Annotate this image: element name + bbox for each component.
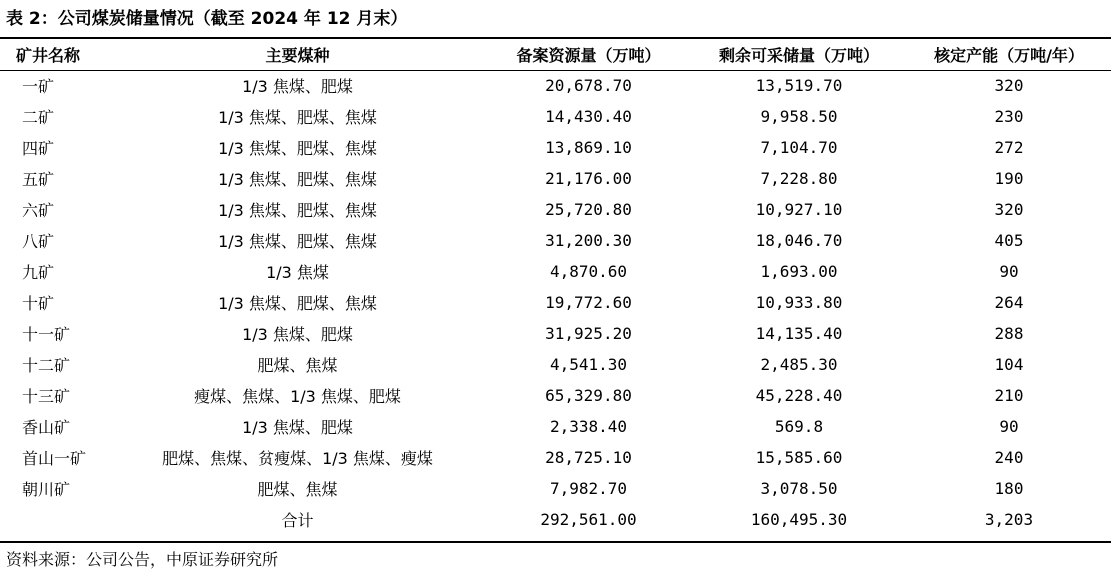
table-row bbox=[0, 318, 1111, 349]
recoverable-cell: 10,927.10 bbox=[755, 200, 843, 219]
coal-types-cell: 1/3 焦煤、肥煤、焦煤 bbox=[218, 201, 377, 220]
recoverable-cell: 569.8 bbox=[774, 417, 824, 436]
recoverable-cell: 2,485.30 bbox=[760, 355, 838, 374]
mine-name-cell: 九矿 bbox=[22, 263, 55, 282]
recoverable-cell: 13,519.70 bbox=[755, 76, 843, 95]
header-row bbox=[0, 39, 1111, 70]
coal-types-cell: 1/3 焦煤 bbox=[266, 263, 329, 282]
resources-cell: 31,200.30 bbox=[545, 231, 632, 250]
total-row bbox=[0, 504, 1111, 535]
table-header bbox=[0, 39, 1111, 70]
recoverable-cell: 45,228.40 bbox=[755, 386, 843, 405]
total-recoverable: 160,495.30 bbox=[750, 510, 848, 529]
recoverable-cell: 9,958.50 bbox=[760, 107, 838, 126]
mine-name-cell: 十一矿 bbox=[22, 325, 71, 344]
resources-cell: 19,772.60 bbox=[545, 293, 632, 312]
mine-name-cell: 十矿 bbox=[22, 294, 55, 313]
recoverable-cell: 10,933.80 bbox=[755, 293, 843, 312]
table-row bbox=[0, 287, 1111, 318]
coal-types-cell: 1/3 焦煤、肥煤、焦煤 bbox=[218, 232, 377, 251]
coal-types-cell: 1/3 焦煤、肥煤 bbox=[242, 418, 353, 437]
table-row bbox=[0, 349, 1111, 380]
table-row bbox=[0, 411, 1111, 442]
resources-cell: 21,176.00 bbox=[545, 169, 632, 188]
resources-cell: 13,869.10 bbox=[545, 138, 632, 157]
mine-name-cell: 六矿 bbox=[22, 201, 55, 220]
header-recoverable-reserves: 剩余可采储量（万吨） bbox=[718, 46, 879, 65]
capacity-cell: 240 bbox=[994, 448, 1024, 467]
resources-cell: 4,541.30 bbox=[549, 355, 628, 374]
table-bottom-rule bbox=[0, 541, 1111, 543]
total-empty-cell bbox=[0, 504, 109, 535]
mine-name-cell: 二矿 bbox=[22, 108, 55, 127]
resources-cell: 4,870.60 bbox=[549, 262, 628, 281]
table-row bbox=[0, 473, 1111, 504]
coal-reserves-table bbox=[0, 39, 1111, 535]
table-row bbox=[0, 380, 1111, 411]
mine-name-cell: 十二矿 bbox=[22, 356, 71, 375]
capacity-cell: 264 bbox=[994, 293, 1024, 312]
capacity-cell: 320 bbox=[994, 76, 1024, 95]
recoverable-cell: 15,585.60 bbox=[755, 448, 843, 467]
coal-types-cell: 1/3 焦煤、肥煤、焦煤 bbox=[218, 294, 377, 313]
coal-types-cell: 肥煤、焦煤、贫瘦煤、1/3 焦煤、瘦煤 bbox=[162, 449, 433, 468]
capacity-cell: 320 bbox=[994, 200, 1024, 219]
mine-name-cell: 一矿 bbox=[22, 77, 55, 96]
capacity-cell: 272 bbox=[994, 138, 1024, 157]
table-title: 表 2：公司煤炭储量情况（截至 2024 年 12 月末） bbox=[6, 9, 408, 29]
mine-name-cell: 五矿 bbox=[22, 170, 55, 189]
resources-cell: 2,338.40 bbox=[549, 417, 628, 436]
recoverable-cell: 1,693.00 bbox=[760, 262, 838, 281]
coal-types-cell: 瘦煤、焦煤、1/3 焦煤、肥煤 bbox=[194, 387, 401, 406]
table-row bbox=[0, 163, 1111, 194]
resources-cell: 65,329.80 bbox=[545, 386, 632, 405]
capacity-cell: 180 bbox=[994, 479, 1024, 498]
coal-types-cell: 肥煤、焦煤 bbox=[257, 480, 338, 499]
resources-cell: 28,725.10 bbox=[545, 448, 632, 467]
resources-cell: 20,678.70 bbox=[545, 76, 632, 95]
header-approved-capacity: 核定产能（万吨/年） bbox=[934, 46, 1084, 65]
table-row bbox=[0, 256, 1111, 287]
capacity-cell: 104 bbox=[994, 355, 1024, 374]
table-row bbox=[0, 442, 1111, 473]
capacity-cell: 90 bbox=[999, 262, 1019, 281]
coal-types-cell: 1/3 焦煤、肥煤 bbox=[242, 77, 353, 96]
header-registered-resources: 备案资源量（万吨） bbox=[516, 46, 661, 65]
mine-name-cell: 十三矿 bbox=[22, 387, 71, 406]
capacity-cell: 288 bbox=[994, 324, 1024, 343]
resources-cell: 31,925.20 bbox=[545, 324, 632, 343]
recoverable-cell: 7,104.70 bbox=[760, 138, 838, 157]
coal-types-cell: 1/3 焦煤、肥煤、焦煤 bbox=[218, 170, 377, 189]
total-resources: 292,561.00 bbox=[540, 510, 637, 529]
coal-types-cell: 1/3 焦煤、肥煤、焦煤 bbox=[218, 139, 377, 158]
mine-name-cell: 四矿 bbox=[22, 139, 55, 158]
table-row bbox=[0, 132, 1111, 163]
table-body bbox=[0, 70, 1111, 535]
resources-cell: 7,982.70 bbox=[549, 479, 628, 498]
recoverable-cell: 18,046.70 bbox=[755, 231, 843, 250]
coal-types-cell: 1/3 焦煤、肥煤、焦煤 bbox=[218, 108, 377, 127]
table-row bbox=[0, 194, 1111, 225]
capacity-cell: 210 bbox=[994, 386, 1024, 405]
coal-types-cell: 1/3 焦煤、肥煤 bbox=[242, 325, 353, 344]
mine-name-cell: 朝川矿 bbox=[22, 480, 71, 499]
table-row bbox=[0, 225, 1111, 256]
source-note: 资料来源：公司公告，中原证券研究所 bbox=[6, 550, 279, 569]
resources-cell: 25,720.80 bbox=[545, 200, 632, 219]
resources-cell: 14,430.40 bbox=[545, 107, 632, 126]
recoverable-cell: 14,135.40 bbox=[755, 324, 843, 343]
capacity-cell: 405 bbox=[994, 231, 1024, 250]
recoverable-cell: 3,078.50 bbox=[760, 479, 838, 498]
table-row bbox=[0, 101, 1111, 132]
capacity-cell: 190 bbox=[994, 169, 1024, 188]
mine-name-cell: 香山矿 bbox=[22, 418, 71, 437]
header-coal-types: 主要煤种 bbox=[265, 46, 330, 65]
total-capacity: 3,203 bbox=[984, 510, 1034, 529]
mine-name-cell: 首山一矿 bbox=[22, 449, 87, 468]
total-label: 合计 bbox=[281, 511, 314, 530]
coal-types-cell: 肥煤、焦煤 bbox=[257, 356, 338, 375]
mine-name-cell: 八矿 bbox=[22, 232, 55, 251]
recoverable-cell: 7,228.80 bbox=[760, 169, 838, 188]
header-mine-name: 矿井名称 bbox=[16, 46, 81, 65]
table-row bbox=[0, 70, 1111, 101]
capacity-cell: 90 bbox=[999, 417, 1019, 436]
capacity-cell: 230 bbox=[994, 107, 1024, 126]
